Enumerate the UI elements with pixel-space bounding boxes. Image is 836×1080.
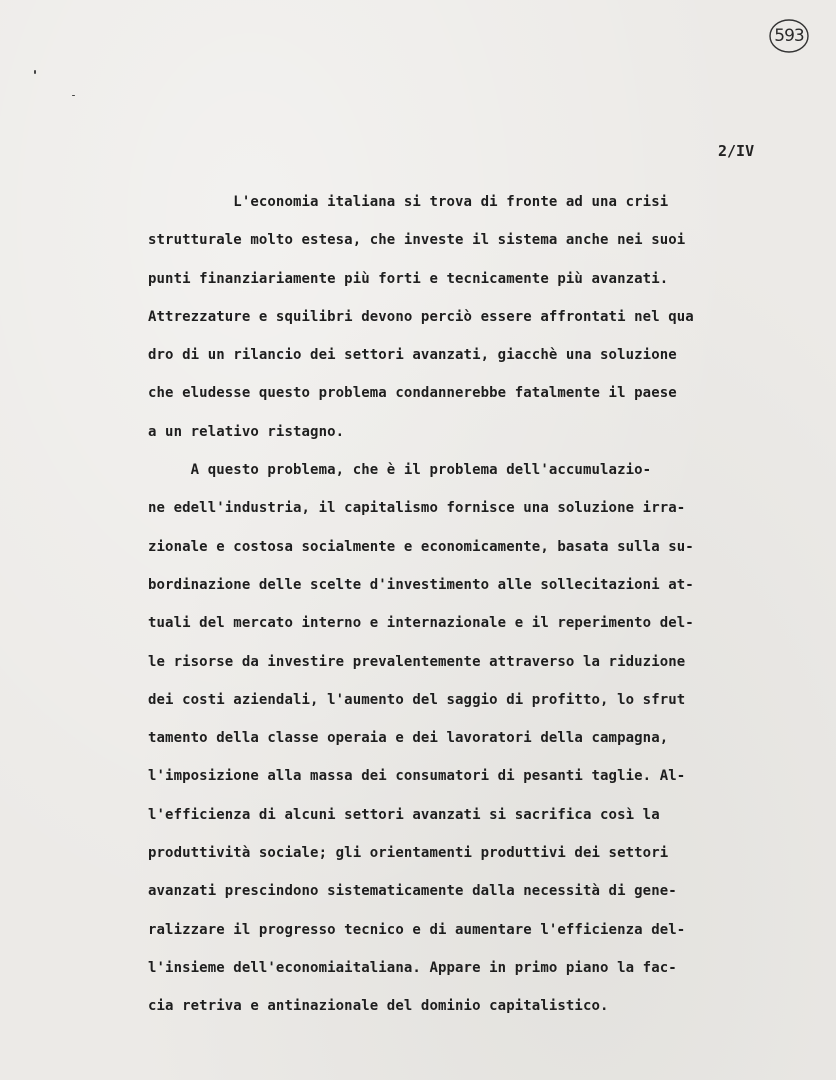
ink-speck — [34, 70, 36, 74]
text-line: a un relativo ristagno. — [148, 423, 345, 440]
text-line: A questo problema, che è il problema dell'accumulazio- — [148, 462, 652, 479]
text-line: bordinazione delle scelte d'investimento alle sollecitazioni at- — [148, 576, 694, 593]
page-reference: 2/IV — [718, 142, 755, 160]
text-line: strutturale molto estesa, che investe il sistema anche nei suoi — [148, 232, 686, 249]
stamp-number: 593 — [774, 26, 804, 46]
text-line: ne edell'industria, il capitalismo fornisce una soluzione irra- — [148, 500, 686, 517]
typed-text-body — [148, 186, 788, 1029]
text-line: Attrezzature e squilibri devono perciò essere affrontati nel qua — [148, 308, 694, 325]
text-line: l'imposizione alla massa dei consumatori di pesanti taglie. Al- — [148, 768, 686, 785]
text-line: cia retriva e antinazionale del dominio capitalistico. — [148, 998, 609, 1015]
ink-speck — [72, 95, 75, 96]
text-line: le risorse da investire prevalentemente attraverso la riduzione — [148, 653, 686, 670]
text-line: che eludesse questo problema condannerebbe fatalmente il paese — [148, 385, 677, 402]
text-line: l'efficienza di alcuni settori avanzati si sacrifica così la — [148, 806, 660, 823]
text-line: avanzati prescindono sistematicamente dalla necessità di gene- — [148, 883, 677, 900]
text-line: tuali del mercato interno e internazionale e il reperimento del- — [148, 615, 694, 632]
text-line: L'economia italiana si trova di fronte ad una crisi — [148, 194, 669, 210]
text-line: zionale e costosa socialmente e economicamente, basata sulla su- — [148, 538, 694, 555]
text-line: ralizzare il progresso tecnico e di aumentare l'efficienza del- — [148, 921, 686, 938]
text-line: produttività sociale; gli orientamenti produttivi dei settori — [148, 845, 669, 862]
text-line: tamento della classe operaia e dei lavoratori della campagna, — [148, 730, 669, 747]
text-line: l'insieme dell'economiaitaliana. Appare in primo piano la fac- — [148, 959, 677, 976]
text-line: punti finanziariamente più forti e tecnicamente più avanzati. — [148, 270, 669, 287]
text-line: dei costi aziendali, l'aumento del saggio di profitto, lo sfrut — [148, 691, 686, 708]
text-line: dro di un rilancio dei settori avanzati, giacchè una soluzione — [148, 347, 677, 364]
archive-stamp — [768, 18, 810, 54]
